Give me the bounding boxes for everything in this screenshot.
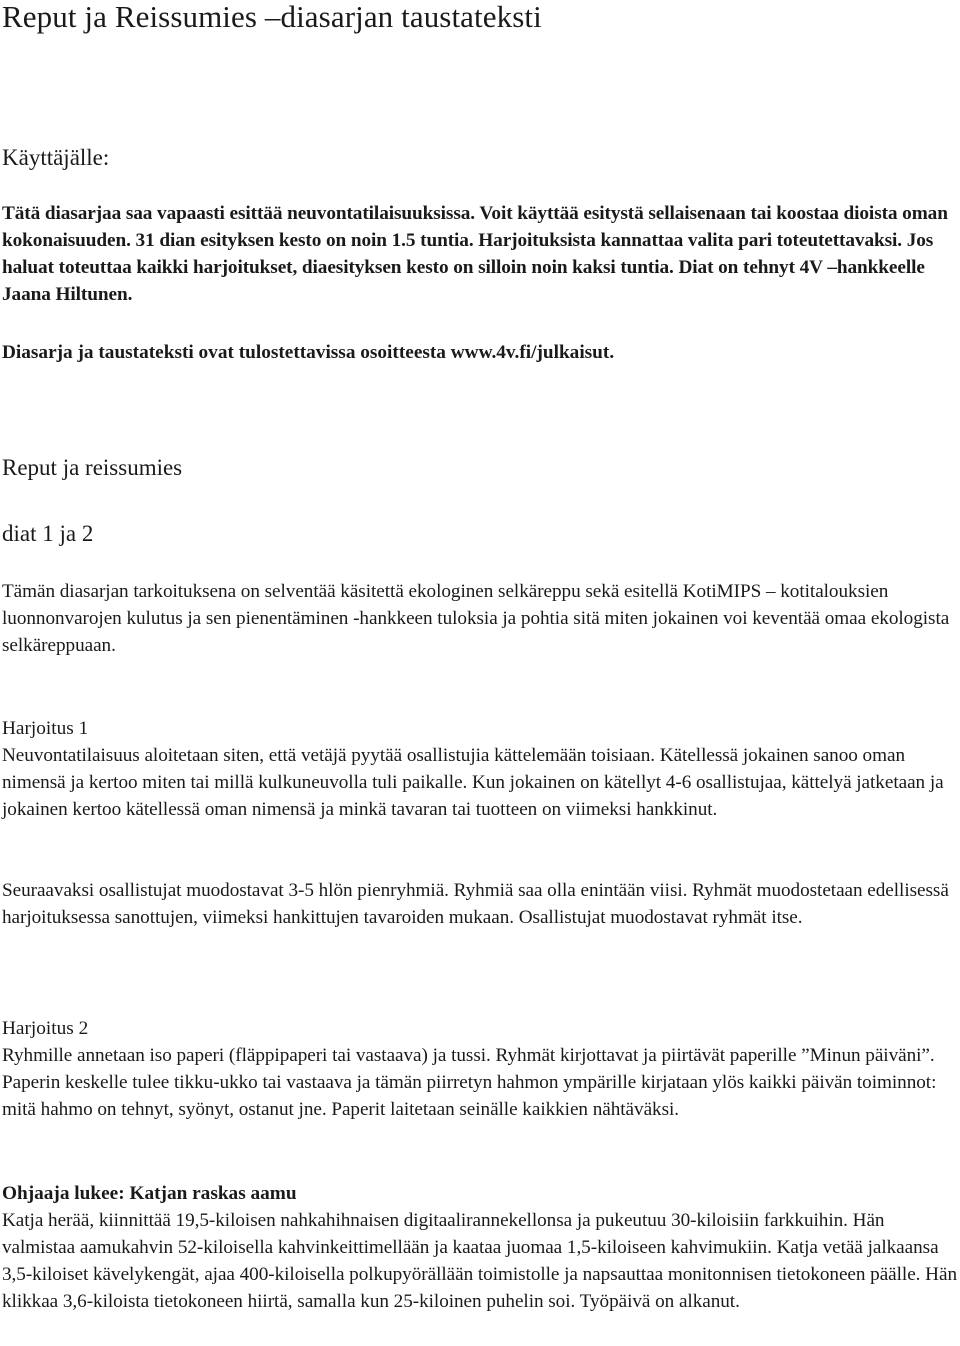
reading-heading: Ohjaaja lukee: Katjan raskas aamu bbox=[2, 1183, 297, 1204]
greeting-heading: Käyttäjälle: bbox=[2, 145, 110, 170]
availability-note: Diasarja ja taustateksti ovat tulostettavissa osoitteesta www.4v.fi/julkaisut. bbox=[2, 342, 615, 363]
exercise-1-paragraph-1: Neuvontatilaisuus aloitetaan siten, että vetäjä pyytää osallistujia kättelemään toisiaan. Kätellessä jokainen sanoo oman nimensä ja kertoo miten tai millä kulkuneuvolla tuli paikalle. Kun jokainen on kätellyt 4-6 osallistujaa, kättelyä jatketaan ja jokainen kertoo kätellessä oman nimensä ja minkä tavaran tai tuotteen on viimeksi hankkinut. bbox=[2, 745, 944, 820]
exercise-2-paragraph: Ryhmille annetaan iso paperi (fläppipaperi tai vastaava) ja tussi. Ryhmät kirjottavat ja piirtävät paperille ”Minun päiväni”. Paperin keskelle tulee tikku-ukko tai vastaava ja tämän piirretyn hahmon ympärille kirjataan ylös kaikki päivän toiminnot: mitä hahmo on tehnyt, syönyt, ostanut jne. Paperit laitetaan seinälle kaikkien nähtäväksi. bbox=[2, 1045, 937, 1120]
intro-paragraph: Tätä diasarjaa saa vapaasti esittää neuvontatilaisuuksissa. Voit käyttää esitystä sellaisenaan tai koostaa dioista oman kokonaisuuden. 31 dian esityksen kesto on noin 1.5 tuntia. Harjoituksista kannattaa valita pari toteutettavaksi. Jos haluat toteuttaa kaikki harjoitukset, diaesityksen kesto on silloin noin kaksi tuntia. Diat on tehnyt 4V –hankkeelle Jaana Hiltunen. bbox=[2, 203, 948, 305]
exercise-1-paragraph-2: Seuraavaksi osallistujat muodostavat 3-5 hlön pienryhmiä. Ryhmiä saa olla enintään viisi. Ryhmät muodostetaan edellisessä harjoituksessa sanottujen, viimeksi hankittujen tavaroiden mukaan. Osallistujat muodostavat ryhmät itse. bbox=[2, 880, 949, 928]
purpose-paragraph: Tämän diasarjan tarkoituksena on selventää käsitettä ekologinen selkäreppu sekä esitellä KotiMIPS – kotitalouksien luonnonvarojen kulutus ja sen pienentäminen -hankkeen tuloksia ja pohtia sitä miten jokainen voi keventää omaa ekologista selkäreppuaan. bbox=[2, 581, 950, 656]
document-title: Reput ja Reissumies –diasarjan taustateksti bbox=[2, 0, 542, 34]
section-subtitle: diat 1 ja 2 bbox=[2, 521, 94, 546]
section-title: Reput ja reissumies bbox=[2, 455, 183, 480]
exercise-2-heading: Harjoitus 2 bbox=[2, 1018, 89, 1039]
exercise-1-heading: Harjoitus 1 bbox=[2, 718, 89, 739]
reading-paragraph: Katja herää, kiinnittää 19,5-kiloisen nahkahihnaisen digitaalirannekellonsa ja pukeutuu 30-kiloisiin farkkuihin. Hän valmistaa aamukahvin 52-kiloisella kahvinkeittimellään ja kaataa juomaa 1,5-kiloiseen kahvimukiin. Katja vetää jalkaansa 3,5-kiloiset kävelykengät, ajaa 400-kiloisella polkupyörällään toimistolle ja napsauttaa monitonnisen tietokoneen päälle. Hän klikkaa 3,6-kiloista tietokoneen hiirtä, samalla kun 25-kiloinen puhelin soi. Työpäivä on alkanut. bbox=[2, 1210, 957, 1312]
